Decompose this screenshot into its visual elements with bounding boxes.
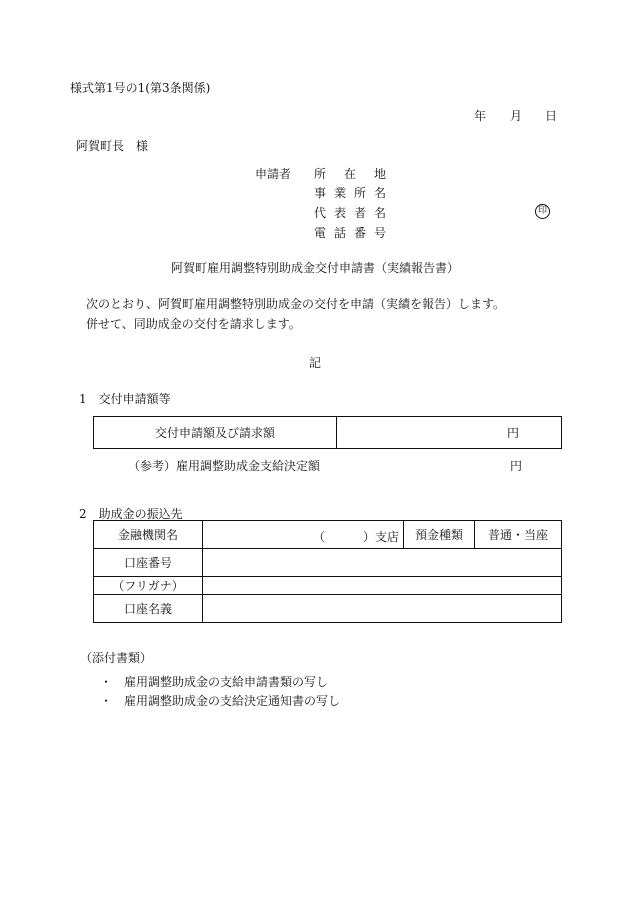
attachments-title: （添付書類） xyxy=(80,651,153,665)
field-representative: 代 表 者 名 xyxy=(314,206,386,220)
amount-cell[interactable] xyxy=(337,417,562,449)
form-number: 様式第1号の1(第3条関係) xyxy=(70,81,211,95)
furigana-label: （フリガナ） xyxy=(94,577,203,595)
bank-table xyxy=(93,520,562,623)
branch-close: ）支店 xyxy=(362,530,399,544)
attachment-item-2: ・ 雇用調整助成金の支給決定通知書の写し xyxy=(100,694,341,708)
reference-label: （参考）雇用調整助成金支給決定額 xyxy=(128,459,321,473)
account-holder-cell[interactable] xyxy=(203,595,562,623)
amount-label: 交付申請額及び請求額 xyxy=(94,417,337,449)
amount-yen: 円 xyxy=(506,426,519,440)
attachment-item-1: ・ 雇用調整助成金の支給申請書類の写し xyxy=(100,675,329,689)
account-holder-label: 口座名義 xyxy=(94,595,203,623)
body-line-2: 併せて、同助成金の交付を請求します。 xyxy=(86,317,301,331)
field-location: 所 在 地 xyxy=(314,167,386,181)
date-day: 日 xyxy=(545,109,558,123)
field-phone: 電 話 番 号 xyxy=(314,226,386,240)
date-month: 月 xyxy=(510,109,523,123)
seal-mark: 印 xyxy=(535,204,550,219)
furigana-cell[interactable] xyxy=(203,577,562,595)
document-title: 阿賀町雇用調整特別助成金交付申請書（実績報告書） xyxy=(170,261,459,275)
account-number-cell[interactable] xyxy=(203,549,562,577)
deposit-type-value[interactable]: 普通・当座 xyxy=(475,521,562,549)
section2-heading: 2 助成金の振込先 xyxy=(79,507,183,521)
bank-cell[interactable] xyxy=(203,521,404,549)
account-number-label: 口座番号 xyxy=(94,549,203,577)
ki-mark: 記 xyxy=(308,356,321,370)
field-office-name: 事 業 所 名 xyxy=(314,186,386,200)
date-year: 年 xyxy=(474,109,487,123)
amount-table xyxy=(93,416,562,449)
addressee: 阿賀町長 様 xyxy=(76,139,149,153)
branch-open: （ xyxy=(313,530,326,544)
applicant-label: 申請者 xyxy=(255,167,292,181)
deposit-type-label: 預金種類 xyxy=(404,521,475,549)
body-line-1: 次のとおり、阿賀町雇用調整特別助成金の交付を申請（実績を報告）します。 xyxy=(86,297,506,311)
reference-yen: 円 xyxy=(510,459,523,473)
bank-label: 金融機関名 xyxy=(94,521,203,549)
section1-heading: 1 交付申請額等 xyxy=(79,392,171,406)
